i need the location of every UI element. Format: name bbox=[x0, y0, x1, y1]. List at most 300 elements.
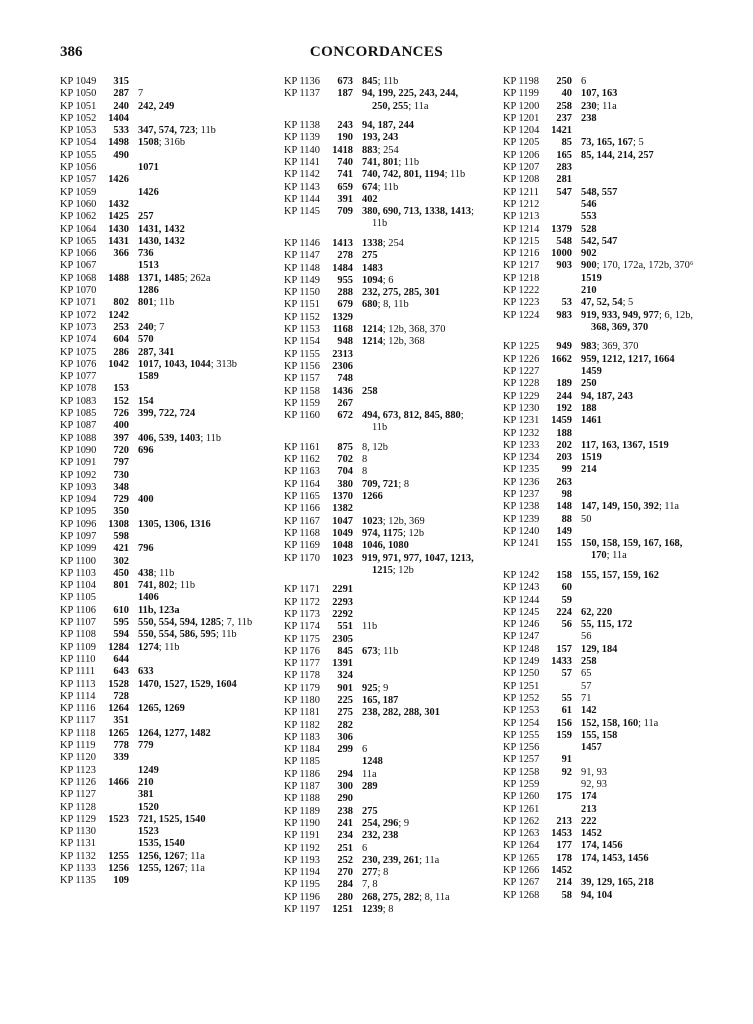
kp-number: KP 1158 bbox=[284, 385, 320, 397]
kp-number: KP 1140 bbox=[284, 144, 320, 156]
catalogue-number: 178 bbox=[556, 852, 572, 864]
kp-number: KP 1099 bbox=[60, 543, 97, 555]
reference-notes: 8 bbox=[362, 466, 368, 478]
concordance-row bbox=[503, 452, 718, 464]
reference-numbers: 709, 721 bbox=[362, 478, 399, 490]
kp-number: KP 1178 bbox=[284, 670, 320, 682]
concordance-row bbox=[503, 260, 718, 272]
cross-references bbox=[138, 260, 159, 272]
running-head-title: CONCORDANCES bbox=[309, 44, 444, 60]
reference-numbers: 287, 341 bbox=[138, 346, 175, 358]
reference-numbers: 1508 bbox=[138, 137, 159, 149]
catalogue-number: 679 bbox=[337, 299, 353, 311]
kp-number: KP 1118 bbox=[60, 727, 96, 739]
kp-number: KP 1266 bbox=[503, 865, 540, 877]
cross-references bbox=[581, 464, 597, 476]
concordance-row bbox=[503, 428, 718, 440]
reference-numbers: 1452 bbox=[581, 828, 602, 840]
cross-references bbox=[581, 890, 612, 902]
reference-notes: ; 11a bbox=[658, 501, 680, 513]
reference-numbers: 1483 bbox=[362, 262, 383, 274]
concordance-row bbox=[503, 297, 718, 309]
kp-number: KP 1127 bbox=[60, 789, 96, 801]
concordance-row-continuation bbox=[284, 565, 499, 577]
reference-numbers: 1274 bbox=[138, 641, 159, 653]
concordance-row bbox=[60, 285, 270, 297]
reference-numbers: 1519 bbox=[581, 452, 602, 464]
reference-numbers: 974, 1175 bbox=[362, 527, 403, 539]
concordance-row bbox=[503, 236, 718, 248]
reference-notes: 11b bbox=[372, 422, 388, 434]
catalogue-number: 1265 bbox=[108, 727, 129, 739]
cross-references bbox=[581, 366, 602, 378]
reference-numbers: 94, 104 bbox=[581, 889, 613, 901]
kp-number: KP 1252 bbox=[503, 692, 540, 704]
concordance-row bbox=[60, 765, 270, 777]
reference-numbers: 548, 557 bbox=[581, 186, 618, 198]
kp-number: KP 1070 bbox=[60, 285, 97, 297]
concordance-row bbox=[284, 634, 499, 646]
cross-references bbox=[581, 452, 602, 464]
kp-number: KP 1233 bbox=[503, 439, 540, 451]
cross-references bbox=[581, 354, 675, 366]
concordance-row bbox=[60, 396, 270, 408]
catalogue-number: 594 bbox=[113, 629, 129, 641]
reference-numbers: 107, 163 bbox=[581, 88, 618, 100]
cross-references bbox=[362, 466, 367, 478]
cross-references bbox=[581, 224, 597, 236]
catalogue-number: 299 bbox=[337, 744, 353, 756]
kp-number: KP 1113 bbox=[60, 678, 96, 690]
catalogue-number: 159 bbox=[556, 729, 572, 741]
kp-number: KP 1052 bbox=[60, 112, 97, 124]
reference-numbers: 152, 158, 160 bbox=[581, 717, 639, 729]
concordance-row bbox=[284, 454, 499, 466]
catalogue-number: 533 bbox=[113, 125, 129, 137]
reference-numbers: 275 bbox=[362, 805, 378, 817]
kp-number: KP 1179 bbox=[284, 682, 320, 694]
concordance-row bbox=[284, 516, 499, 528]
kp-number: KP 1263 bbox=[503, 828, 540, 840]
cross-references bbox=[138, 236, 185, 248]
reference-numbers: 258 bbox=[581, 656, 597, 668]
kp-number: KP 1147 bbox=[284, 250, 320, 262]
catalogue-number: 153 bbox=[113, 383, 129, 395]
catalogue-number: 294 bbox=[337, 768, 353, 780]
concordance-row bbox=[284, 867, 499, 879]
kp-number: KP 1116 bbox=[60, 703, 96, 715]
reference-numbers: 633 bbox=[138, 666, 154, 678]
kp-number: KP 1251 bbox=[503, 680, 540, 692]
kp-number: KP 1138 bbox=[284, 120, 320, 132]
catalogue-number: 955 bbox=[337, 274, 353, 286]
kp-number: KP 1141 bbox=[284, 156, 320, 168]
cross-references bbox=[362, 867, 388, 879]
kp-number: KP 1260 bbox=[503, 791, 540, 803]
cross-references bbox=[362, 145, 399, 157]
cross-references bbox=[362, 275, 393, 287]
cross-references bbox=[581, 150, 654, 162]
concordance-row bbox=[284, 732, 499, 744]
reference-numbers: 919, 971, 977, 1047, 1213, bbox=[362, 552, 474, 564]
concordance-row bbox=[284, 658, 499, 670]
cross-references bbox=[581, 88, 617, 100]
cross-references bbox=[362, 553, 474, 565]
kp-number: KP 1176 bbox=[284, 645, 320, 657]
catalogue-number: 1523 bbox=[108, 813, 129, 825]
reference-numbers: 242, 249 bbox=[138, 100, 175, 112]
kp-number: KP 1175 bbox=[284, 633, 320, 645]
catalogue-number: 99 bbox=[561, 464, 572, 476]
kp-number: KP 1148 bbox=[284, 262, 320, 274]
reference-notes: 57 bbox=[581, 680, 592, 692]
concordance-row bbox=[284, 132, 499, 144]
kp-number: KP 1216 bbox=[503, 248, 540, 260]
kp-number: KP 1133 bbox=[60, 863, 96, 874]
reference-numbers: 142 bbox=[581, 705, 597, 717]
concordance-row bbox=[60, 101, 270, 113]
catalogue-number: 267 bbox=[337, 397, 353, 409]
catalogue-number: 380 bbox=[337, 478, 353, 490]
cross-references bbox=[138, 248, 154, 260]
catalogue-number: 730 bbox=[113, 469, 129, 481]
catalogue-number: 726 bbox=[113, 408, 129, 420]
concordance-row bbox=[284, 263, 499, 275]
cross-references bbox=[372, 565, 414, 577]
reference-numbers: 174, 1456 bbox=[581, 840, 623, 852]
reference-notes: ; 11a bbox=[606, 550, 627, 562]
cross-references bbox=[138, 408, 195, 420]
reference-notes: ; 12b bbox=[403, 527, 425, 539]
catalogue-number: 1048 bbox=[332, 540, 353, 552]
reference-numbers: 845 bbox=[362, 76, 378, 87]
cross-references bbox=[138, 494, 154, 506]
concordance-row bbox=[60, 470, 270, 482]
cross-references bbox=[362, 410, 464, 422]
concordance-row bbox=[60, 691, 270, 703]
reference-notes: 71 bbox=[581, 692, 592, 704]
catalogue-number: 1329 bbox=[332, 311, 353, 323]
concordance-row bbox=[284, 250, 499, 262]
reference-numbers: 250 bbox=[581, 378, 597, 390]
cross-references bbox=[581, 440, 669, 452]
catalogue-number: 797 bbox=[113, 457, 129, 469]
reference-notes: ; 11a bbox=[638, 717, 659, 729]
catalogue-number: 1459 bbox=[551, 415, 572, 427]
kp-number: KP 1097 bbox=[60, 530, 97, 542]
concordance-row bbox=[60, 457, 270, 469]
reference-numbers: 883 bbox=[362, 144, 378, 156]
concordance-row bbox=[503, 125, 718, 137]
catalogue-number: 1042 bbox=[108, 358, 129, 370]
reference-numbers: 55, 115, 172 bbox=[581, 619, 633, 631]
kp-number: KP 1117 bbox=[60, 715, 96, 727]
reference-numbers: 1264, 1277, 1482 bbox=[138, 727, 211, 739]
kp-number: KP 1223 bbox=[503, 297, 540, 309]
concordance-row bbox=[60, 740, 270, 752]
reference-numbers: 347, 574, 723 bbox=[138, 125, 196, 137]
concordance-row bbox=[284, 879, 499, 891]
concordance-row bbox=[284, 169, 499, 181]
catalogue-number: 1264 bbox=[108, 703, 129, 715]
cross-references bbox=[362, 491, 383, 503]
reference-numbers: 94, 199, 225, 243, 244, bbox=[362, 88, 459, 100]
reference-notes: ; 8 bbox=[398, 478, 410, 490]
kp-number: KP 1174 bbox=[284, 621, 320, 633]
concordance-row bbox=[503, 248, 718, 260]
cross-references bbox=[581, 101, 617, 113]
concordance-row bbox=[503, 779, 718, 791]
concordance-row bbox=[503, 211, 718, 223]
cross-references bbox=[581, 341, 638, 353]
cross-references bbox=[581, 570, 659, 582]
concordance-row bbox=[503, 730, 718, 742]
kp-number: KP 1242 bbox=[503, 569, 540, 581]
concordance-row bbox=[60, 494, 270, 506]
concordance-row bbox=[60, 420, 270, 432]
kp-number: KP 1100 bbox=[60, 555, 96, 567]
catalogue-number: 40 bbox=[561, 88, 572, 100]
reference-numbers: 406, 539, 1403 bbox=[138, 432, 201, 444]
kp-number: KP 1092 bbox=[60, 469, 97, 481]
cross-references bbox=[362, 621, 377, 633]
reference-notes: ; 12b bbox=[392, 564, 414, 576]
catalogue-number: 324 bbox=[337, 670, 353, 682]
reference-numbers: 1430, 1432 bbox=[138, 235, 185, 247]
catalogue-number: 1256 bbox=[108, 863, 129, 874]
kp-number: KP 1151 bbox=[284, 299, 320, 311]
kp-number: KP 1193 bbox=[284, 854, 320, 866]
kp-number: KP 1150 bbox=[284, 287, 320, 299]
reference-notes: ; 9 bbox=[398, 817, 410, 829]
cross-references bbox=[581, 415, 602, 427]
catalogue-number: 1255 bbox=[108, 850, 129, 862]
concordance-row bbox=[503, 174, 718, 186]
catalogue-number: 270 bbox=[337, 867, 353, 879]
kp-number: KP 1145 bbox=[284, 206, 320, 218]
reference-numbers: 188 bbox=[581, 402, 597, 414]
reference-numbers: 210 bbox=[581, 285, 597, 297]
reference-notes: 56 bbox=[581, 631, 592, 643]
reference-notes: 11b bbox=[362, 621, 378, 633]
catalogue-number: 252 bbox=[337, 854, 353, 866]
concordance-row bbox=[60, 150, 270, 162]
cross-references bbox=[138, 777, 154, 789]
kp-number: KP 1250 bbox=[503, 668, 540, 680]
kp-number: KP 1168 bbox=[284, 527, 320, 539]
kp-number: KP 1159 bbox=[284, 397, 320, 409]
catalogue-number: 155 bbox=[556, 538, 572, 550]
concordance-row bbox=[503, 76, 718, 88]
catalogue-number: 1023 bbox=[332, 552, 353, 564]
kp-number: KP 1180 bbox=[284, 695, 320, 706]
catalogue-number: 258 bbox=[556, 100, 572, 112]
cross-references bbox=[581, 211, 597, 223]
kp-number: KP 1136 bbox=[284, 76, 320, 87]
kp-number: KP 1128 bbox=[60, 801, 96, 813]
reference-numbers: 570 bbox=[138, 334, 154, 346]
concordance-row bbox=[503, 681, 718, 693]
kp-number: KP 1243 bbox=[503, 582, 540, 594]
cross-references bbox=[138, 765, 159, 777]
kp-number: KP 1262 bbox=[503, 815, 540, 827]
kp-number: KP 1164 bbox=[284, 478, 320, 490]
cross-references bbox=[362, 769, 377, 781]
reference-numbers: 902 bbox=[581, 248, 597, 260]
catalogue-number: 1528 bbox=[108, 678, 129, 690]
catalogue-number: 88 bbox=[561, 513, 572, 525]
catalogue-number: 672 bbox=[337, 410, 353, 422]
reference-notes: ; 8, 11b bbox=[377, 299, 409, 311]
kp-number: KP 1190 bbox=[284, 817, 320, 829]
kp-number: KP 1163 bbox=[284, 466, 320, 478]
reference-notes: ; 11a bbox=[419, 854, 440, 866]
concordance-row bbox=[284, 806, 499, 818]
reference-numbers: 402 bbox=[362, 193, 378, 205]
kp-number: KP 1161 bbox=[284, 441, 320, 453]
kp-number: KP 1075 bbox=[60, 346, 97, 358]
cross-references bbox=[138, 543, 154, 555]
cross-references bbox=[581, 76, 586, 88]
kp-number: KP 1201 bbox=[503, 112, 540, 124]
kp-number: KP 1228 bbox=[503, 378, 540, 390]
cross-references bbox=[138, 445, 154, 457]
catalogue-number: 203 bbox=[556, 452, 572, 464]
cross-references bbox=[138, 703, 185, 715]
reference-numbers: 900 bbox=[581, 260, 597, 272]
kp-number: KP 1068 bbox=[60, 272, 97, 284]
kp-number: KP 1062 bbox=[60, 211, 97, 223]
concordance-row bbox=[60, 248, 270, 260]
reference-numbers: 277 bbox=[362, 867, 378, 879]
catalogue-number: 1391 bbox=[332, 658, 353, 670]
kp-number: KP 1162 bbox=[284, 454, 320, 466]
concordance-row bbox=[60, 617, 270, 629]
catalogue-number: 391 bbox=[337, 193, 353, 205]
kp-number: KP 1135 bbox=[60, 875, 96, 887]
kp-number: KP 1239 bbox=[503, 513, 540, 525]
cross-references bbox=[581, 767, 607, 779]
kp-number: KP 1261 bbox=[503, 803, 540, 815]
cross-references bbox=[362, 386, 378, 398]
kp-number: KP 1235 bbox=[503, 464, 540, 476]
concordance-row bbox=[60, 297, 270, 309]
catalogue-number: 189 bbox=[556, 378, 572, 390]
reference-notes: 6 bbox=[362, 842, 368, 854]
kp-number: KP 1230 bbox=[503, 402, 540, 414]
cross-references bbox=[362, 250, 378, 262]
concordance-row bbox=[60, 211, 270, 223]
kp-number: KP 1172 bbox=[284, 596, 320, 608]
reference-notes: ; 11b bbox=[377, 76, 399, 87]
reference-numbers: 210 bbox=[138, 776, 154, 788]
catalogue-number: 224 bbox=[556, 606, 572, 618]
concordance-row bbox=[503, 199, 718, 211]
reference-notes: 8, 12b bbox=[362, 441, 388, 453]
cross-references bbox=[581, 742, 602, 754]
concordance-row-continuation bbox=[284, 218, 499, 230]
concordance-row bbox=[60, 273, 270, 285]
catalogue-number: 339 bbox=[113, 752, 129, 764]
reference-numbers: 1265, 1269 bbox=[138, 703, 185, 715]
page-header bbox=[60, 44, 693, 66]
kp-number: KP 1146 bbox=[284, 237, 320, 249]
catalogue-number: 490 bbox=[113, 149, 129, 161]
concordance-row bbox=[503, 403, 718, 415]
kp-number: KP 1169 bbox=[284, 540, 320, 552]
concordance-row bbox=[503, 341, 718, 353]
reference-numbers: 1338 bbox=[362, 237, 383, 249]
concordance-row bbox=[60, 174, 270, 186]
cross-references bbox=[138, 162, 159, 174]
catalogue-number: 903 bbox=[556, 260, 572, 272]
reference-notes: ; 170, 172a, 172b, 370⁶ bbox=[596, 260, 694, 272]
reference-numbers: 721, 1525, 1540 bbox=[138, 813, 206, 825]
cross-references bbox=[581, 310, 693, 322]
concordance-row bbox=[60, 113, 270, 125]
catalogue-number: 702 bbox=[337, 454, 353, 466]
reference-numbers: 1094 bbox=[362, 274, 383, 286]
reference-notes: ; 12b, 368 bbox=[382, 336, 425, 348]
kp-number: KP 1143 bbox=[284, 181, 320, 193]
catalogue-number: 306 bbox=[337, 731, 353, 743]
catalogue-number: 1284 bbox=[108, 641, 129, 653]
concordance-row bbox=[503, 631, 718, 643]
kp-number: KP 1107 bbox=[60, 617, 96, 629]
reference-numbers: 165, 187 bbox=[362, 695, 399, 706]
cross-references bbox=[362, 454, 367, 466]
reference-notes: ; 254 bbox=[377, 144, 399, 156]
reference-numbers: 1406 bbox=[138, 592, 159, 604]
cross-references bbox=[138, 519, 211, 531]
concordance-row bbox=[284, 76, 499, 88]
reference-notes: ; 254 bbox=[382, 237, 404, 249]
cross-references bbox=[138, 789, 154, 801]
reference-numbers: 494, 673, 812, 845, 880 bbox=[362, 410, 461, 422]
concordance-row bbox=[503, 840, 718, 852]
kp-number: KP 1218 bbox=[503, 272, 540, 284]
kp-number: KP 1205 bbox=[503, 137, 540, 149]
catalogue-number: 58 bbox=[561, 889, 572, 901]
cross-references bbox=[362, 287, 440, 299]
catalogue-number: 275 bbox=[337, 707, 353, 719]
kp-number: KP 1119 bbox=[60, 740, 96, 752]
concordance-row bbox=[284, 157, 499, 169]
catalogue-number: 644 bbox=[113, 653, 129, 665]
reference-numbers: 400 bbox=[138, 494, 154, 506]
catalogue-number: 547 bbox=[556, 186, 572, 198]
kp-number: KP 1095 bbox=[60, 506, 97, 518]
concordance-row bbox=[503, 718, 718, 730]
reference-notes: 7 bbox=[138, 88, 144, 100]
catalogue-number: 1488 bbox=[108, 272, 129, 284]
reference-numbers: 47, 52, 54 bbox=[581, 297, 623, 309]
concordance-row bbox=[60, 875, 270, 887]
concordance-row bbox=[284, 769, 499, 781]
cross-references bbox=[362, 157, 419, 169]
catalogue-number: 1432 bbox=[108, 198, 129, 210]
kp-number: KP 1259 bbox=[503, 779, 540, 790]
catalogue-number: 748 bbox=[337, 373, 353, 385]
catalogue-number: 53 bbox=[561, 297, 572, 309]
reference-numbers: 553 bbox=[581, 211, 597, 223]
cross-references bbox=[138, 187, 159, 199]
kp-number: KP 1189 bbox=[284, 805, 320, 817]
reference-numbers: 1046, 1080 bbox=[362, 540, 409, 552]
catalogue-number: 286 bbox=[113, 346, 129, 358]
concordance-row bbox=[60, 137, 270, 149]
kp-number: KP 1072 bbox=[60, 309, 97, 321]
